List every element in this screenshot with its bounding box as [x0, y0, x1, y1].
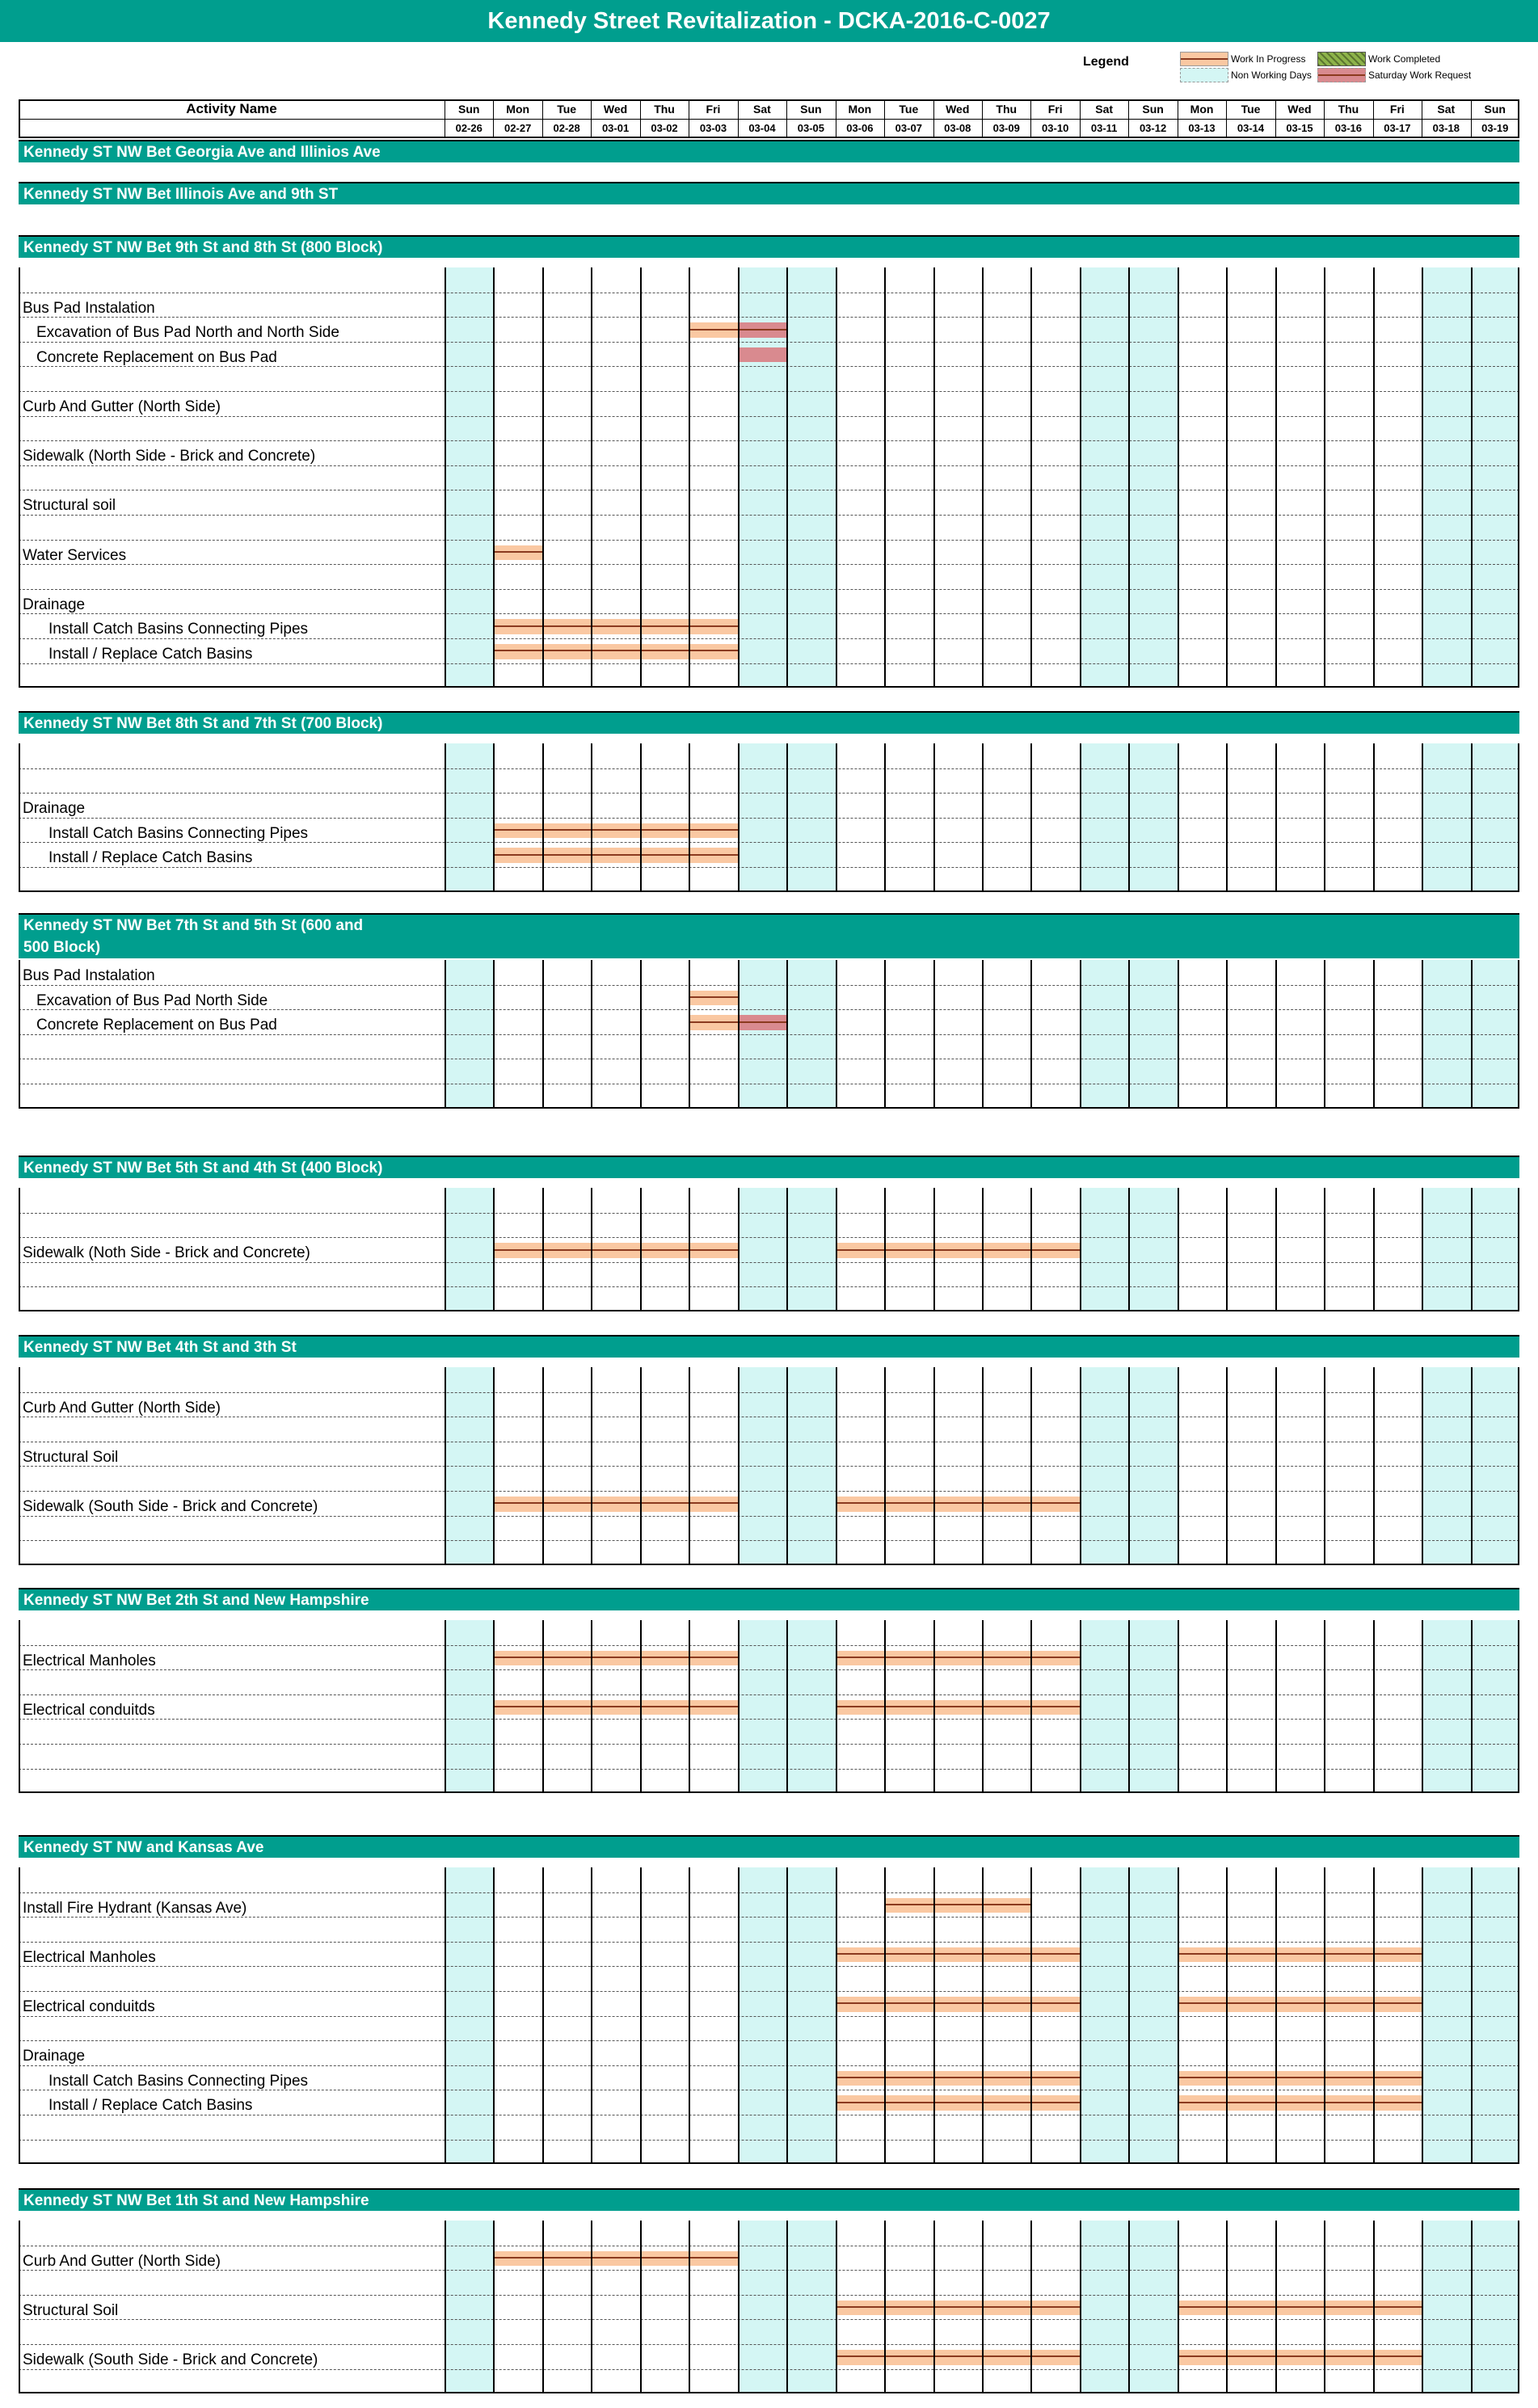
day-date-21: 03-19 [1481, 122, 1509, 134]
legend-label-saturday: Saturday Work Request [1368, 69, 1472, 81]
activity-label: Curb And Gutter (North Side) [23, 2252, 221, 2270]
activity-label: Curb And Gutter (North Side) [23, 1399, 221, 1417]
section-header: Kennedy ST NW Bet 5th St and 4th St (400 Block) [19, 1156, 1519, 1178]
day-of-week-15: Mon [1190, 103, 1214, 116]
activity-label: Install Fire Hydrant (Kansas Ave) [23, 1899, 247, 1917]
section-header: Kennedy ST NW Bet 2th St and New Hampshire [19, 1588, 1519, 1610]
day-date-6: 03-04 [748, 122, 776, 134]
activity-label: Install / Replace Catch Basins [48, 2097, 253, 2115]
day-of-week-5: Fri [706, 103, 721, 116]
legend-label-wip: Work In Progress [1231, 53, 1306, 65]
day-of-week-9: Tue [899, 103, 919, 116]
day-of-week-20: Sat [1437, 103, 1456, 116]
section-grid-frame [19, 1188, 1519, 1311]
activity-label: Concrete Replacement on Bus Pad [36, 1017, 277, 1034]
activity-label: Sidewalk (South Side - Brick and Concrete) [23, 2351, 318, 2368]
legend-label-nonworking: Non Working Days [1231, 69, 1312, 81]
day-of-week-10: Wed [946, 103, 970, 116]
day-date-20: 03-18 [1432, 122, 1460, 134]
section-grid-frame [19, 960, 1519, 1109]
day-date-14: 03-12 [1139, 122, 1167, 134]
activity-label: Install / Replace Catch Basins [48, 849, 253, 867]
day-of-week-17: Wed [1287, 103, 1312, 116]
section-grid-frame [19, 1620, 1519, 1793]
section-header: Kennedy ST NW Bet 1th St and New Hampshire [19, 2188, 1519, 2211]
section-header: Kennedy ST NW Bet 9th St and 8th St (800 Block) [19, 235, 1519, 258]
day-date-12: 03-10 [1042, 122, 1069, 134]
day-of-week-13: Sat [1095, 103, 1114, 116]
day-date-9: 03-07 [895, 122, 922, 134]
activity-label: Electrical conduitds [23, 1998, 155, 2015]
activity-label: Electrical Manholes [23, 1948, 156, 1966]
activity-label: Electrical Manholes [23, 1652, 156, 1669]
section-grid-frame [19, 1367, 1519, 1565]
activity-label: Concrete Replacement on Bus Pad [36, 348, 277, 366]
day-of-week-8: Mon [848, 103, 872, 116]
activity-label: Install / Replace Catch Basins [48, 646, 253, 663]
day-of-week-11: Thu [996, 103, 1018, 116]
day-of-week-7: Sun [800, 103, 822, 116]
activity-label: Install Catch Basins Connecting Pipes [48, 621, 309, 638]
day-of-week-21: Sun [1484, 103, 1506, 116]
activity-label: Install Catch Basins Connecting Pipes [48, 824, 309, 842]
section-header: Kennedy ST NW Bet 7th St and 5th St (600 and 500 Block) [19, 913, 1519, 958]
day-date-15: 03-13 [1188, 122, 1216, 134]
activity-label: Sidewalk (South Side - Brick and Concrete) [23, 1498, 318, 1515]
day-date-7: 03-05 [797, 122, 825, 134]
activity-label: Install Catch Basins Connecting Pipes [48, 2072, 309, 2090]
day-date-18: 03-16 [1334, 122, 1363, 134]
activity-label: Bus Pad Instalation [23, 299, 155, 317]
section-header: Kennedy ST NW Bet Georgia Ave and Illinios Ave [19, 140, 1519, 162]
day-date-8: 03-06 [846, 122, 874, 134]
section-grid-frame [19, 1867, 1519, 2164]
section-header: Kennedy ST NW Bet Illinois Ave and 9th ST [19, 182, 1519, 204]
day-of-week-0: Sun [458, 103, 480, 116]
day-date-17: 03-15 [1286, 122, 1313, 134]
day-date-19: 03-17 [1384, 122, 1411, 134]
day-of-week-14: Sun [1142, 103, 1164, 116]
activity-name-header: Activity Name [186, 101, 277, 116]
day-of-week-1: Mon [506, 103, 530, 116]
activity-label: Structural Soil [23, 2301, 119, 2319]
day-of-week-16: Tue [1241, 103, 1261, 116]
activity-label: Bus Pad Instalation [23, 967, 155, 984]
activity-label: Excavation of Bus Pad North and North Side [36, 324, 339, 342]
day-date-11: 03-09 [992, 122, 1020, 134]
activity-label: Drainage [23, 596, 86, 613]
legend-title: Legend [1083, 55, 1129, 69]
activity-label: Excavation of Bus Pad North Side [36, 991, 268, 1009]
section-grid-frame [19, 267, 1519, 688]
day-date-13: 03-11 [1090, 122, 1118, 134]
day-of-week-18: Thu [1338, 103, 1359, 116]
day-date-10: 03-08 [944, 122, 971, 134]
day-date-16: 03-14 [1237, 122, 1265, 134]
day-date-4: 03-02 [651, 122, 678, 134]
activity-label: Structural soil [23, 497, 116, 515]
day-of-week-6: Sat [753, 103, 771, 116]
day-date-5: 03-03 [699, 122, 727, 134]
day-of-week-12: Fri [1047, 103, 1063, 116]
legend-label-done: Work Completed [1368, 53, 1441, 65]
activity-label: Structural Soil [23, 1448, 119, 1466]
day-of-week-19: Fri [1389, 103, 1405, 116]
section-header: Kennedy ST NW Bet 8th St and 7th St (700 Block) [19, 711, 1519, 734]
activity-label: Sidewalk (Noth Side - Brick and Concrete) [23, 1244, 310, 1262]
day-date-1: 02-27 [504, 122, 532, 134]
activity-label: Sidewalk (North Side - Brick and Concrete) [23, 448, 316, 465]
activity-label: Electrical conduitds [23, 1701, 155, 1719]
section-header: Kennedy ST NW and Kansas Ave [19, 1835, 1519, 1858]
section-grid-frame [19, 2221, 1519, 2393]
section-grid-frame [19, 743, 1519, 892]
day-of-week-4: Thu [654, 103, 675, 116]
activity-label: Drainage [23, 2048, 86, 2065]
day-date-0: 02-26 [455, 122, 482, 134]
activity-label: Drainage [23, 800, 86, 818]
section-header: Kennedy ST NW Bet 4th St and 3th St [19, 1335, 1519, 1358]
day-of-week-3: Wed [603, 103, 628, 116]
page-title: Kennedy Street Revitalization - DCKA-2016-C-0027 [0, 0, 1538, 42]
day-date-3: 03-01 [601, 122, 630, 134]
day-date-2: 02-28 [553, 122, 580, 134]
day-of-week-2: Tue [557, 103, 577, 116]
activity-label: Curb And Gutter (North Side) [23, 398, 221, 415]
activity-label: Water Services [23, 546, 127, 564]
